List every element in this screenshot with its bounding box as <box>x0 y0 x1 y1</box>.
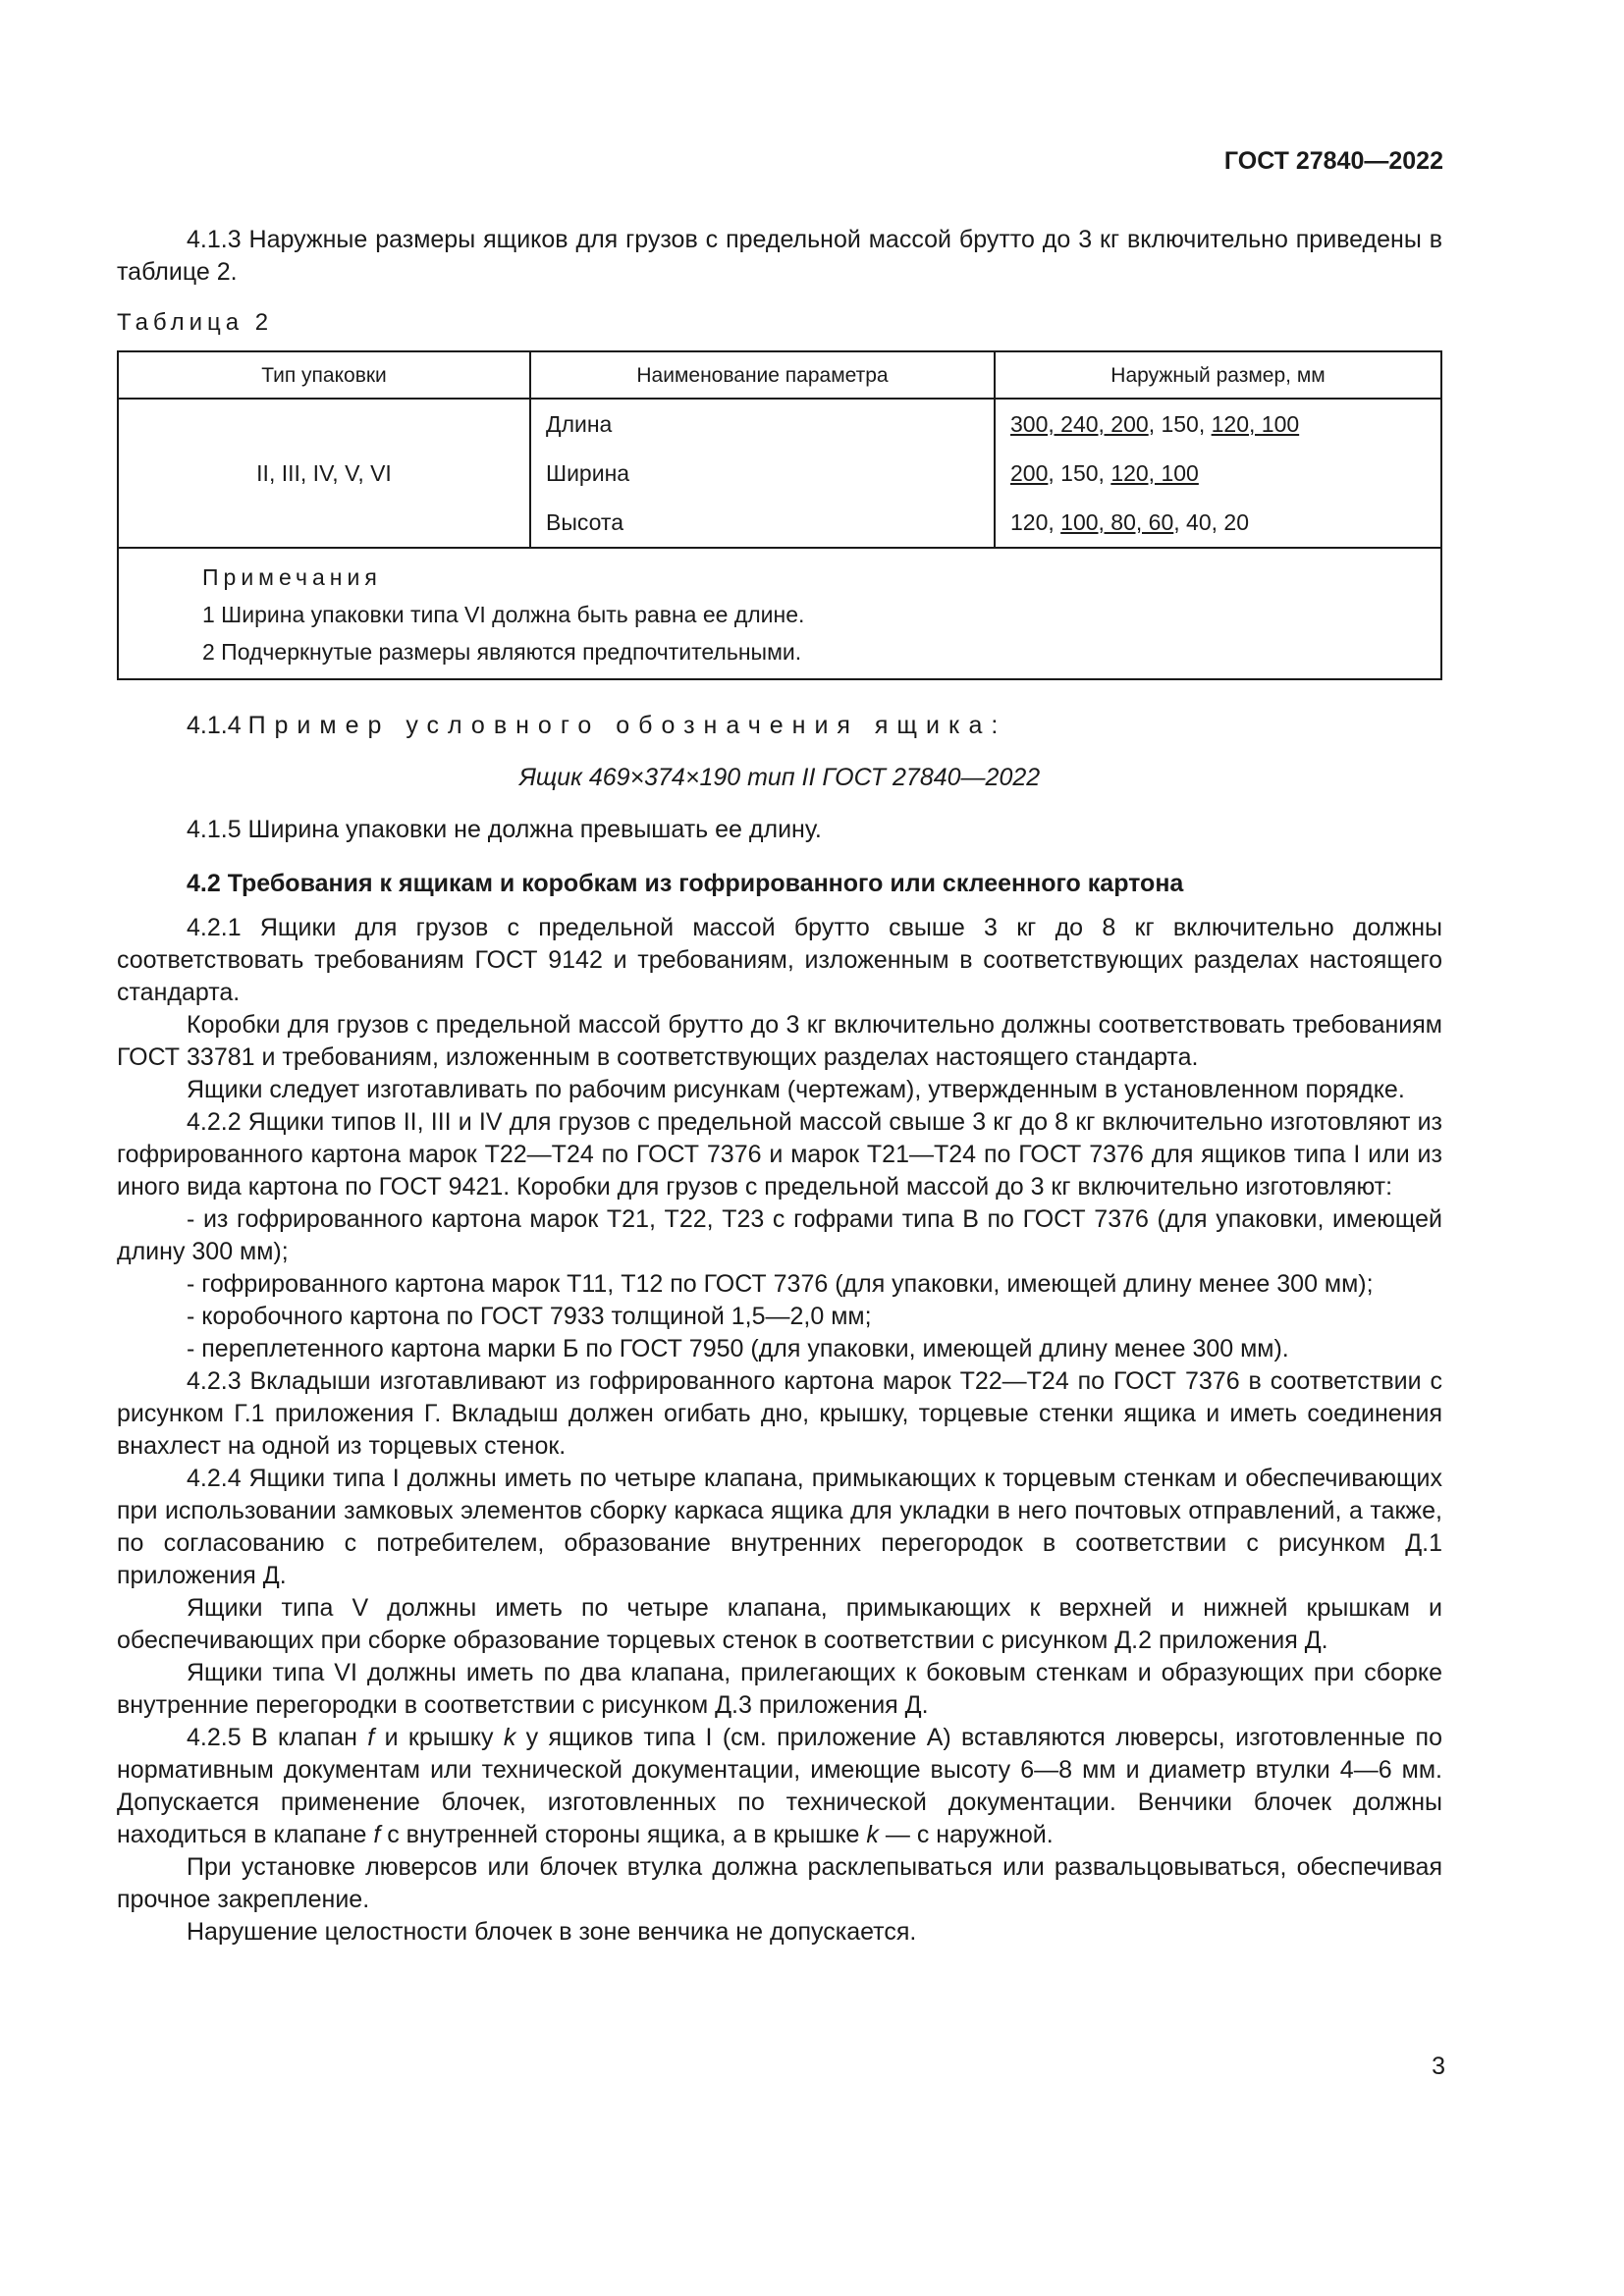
paragraph: Ящики типа V должны иметь по четыре клапана, примыкающих к верхней и нижней крышкам и обеспечивающих при сборке образование торцевых стенок в соответствии с рисунком Д.2 приложения Д. <box>117 1594 1442 1654</box>
size-part: 300, 240, 200 <box>1010 410 1149 437</box>
page-number: 3 <box>1432 2053 1445 2080</box>
table-cell-size <box>995 399 1441 449</box>
text-run: с внутренней стороны ящика, а в крышке <box>380 1821 867 1848</box>
table-notes-row <box>118 548 1441 679</box>
table-cell-type: II, III, IV, V, VI <box>118 399 530 548</box>
table-header-cell: Тип упаковки <box>118 351 530 399</box>
notes-title: Примечания <box>202 564 382 590</box>
paragraph: 4.2.4 Ящики типа I должны иметь по четыре клапана, примыкающих к торцевым стенкам и обеспечивающих при использовании замковых элементов сборку каркаса ящика для укладки в него почтовых отправлений, а также, по согласованию с потребителем, образование внутренних перегородок в соответствии с рисунком Д.1 приложения Д. <box>117 1465 1442 1589</box>
document-code: ГОСТ 27840—2022 <box>1223 147 1443 175</box>
table-2 <box>117 350 1442 680</box>
paragraph: 4.2.1 Ящики для грузов с предельной массой брутто свыше 3 кг до 8 кг включительно должны соответствовать требованиям ГОСТ 9142 и требованиям, изложенным в соответствующих разделах настоящего стандарта. <box>117 914 1442 1006</box>
table-header-row <box>118 351 1441 399</box>
paragraph: При установке люверсов или блочек втулка должна расклепываться или развальцовываться, обеспечивая прочное закрепление. <box>117 1853 1442 1913</box>
text-run: 4.2.5 В клапан <box>187 1724 368 1751</box>
page-content <box>117 224 1442 1949</box>
paragraph-4-1-5: 4.1.5 Ширина упаковки не должна превышать ее длину. <box>187 816 822 843</box>
list-item: - из гофрированного картона марок Т21, Т22, Т23 с гофрами типа В по ГОСТ 7376 (для упаковки, имеющей длину 300 мм); <box>117 1205 1442 1265</box>
size-part: 100, 80, 60 <box>1060 508 1174 535</box>
text-run: — с наружной. <box>878 1821 1054 1848</box>
table-notes <box>118 548 1441 679</box>
paragraph-4-1-4 <box>117 710 1442 742</box>
italic-f: f <box>367 1724 375 1751</box>
table-header-cell: Наименование параметра <box>530 351 995 399</box>
italic-k: k <box>503 1724 516 1751</box>
table-header-cell: Наружный размер, мм <box>995 351 1441 399</box>
clause-label: Пример условного обозначения ящика: <box>247 712 1007 739</box>
table-cell-param: Высота <box>530 498 995 548</box>
paragraph: 4.2.2 Ящики типов II, III и IV для грузов с предельной массой свыше 3 кг до 8 кг включительно изготовляют из гофрированного картона марок Т22—Т24 по ГОСТ 7376 и марок Т21—Т24 по ГОСТ 7376 для ящиков типа I или из иного вида картона по ГОСТ 9421. Коробки для грузов с предельной массой до 3 кг включительно изготовляют: <box>117 1108 1442 1201</box>
size-part: 120, 100 <box>1110 459 1199 486</box>
list-item: - переплетенного картона марки Б по ГОСТ 7950 (для упаковки, имеющей длину менее 300 мм). <box>187 1335 1289 1362</box>
size-part: , 40, 20 <box>1173 508 1249 535</box>
table-cell-param: Ширина <box>530 449 995 498</box>
size-part: , 150, <box>1148 410 1212 437</box>
paragraph: 4.2.3 Вкладыши изготавливают из гофрированного картона марок Т22—Т24 по ГОСТ 7376 в соответствии с рисунком Г.1 приложения Г. Вкладыш должен огибать дно, крышку, торцевые стенки ящика и иметь соединения внахлест на одной из торцевых стенок. <box>117 1367 1442 1460</box>
list-item: - коробочного картона по ГОСТ 7933 толщиной 1,5—2,0 мм; <box>187 1303 872 1330</box>
text-run: и крышку <box>374 1724 504 1751</box>
paragraph: Ящики типа VI должны иметь по два клапана, прилегающих к боковым стенкам и образующих при сборке внутренние перегородки в соответствии с рисунком Д.3 приложения Д. <box>117 1659 1442 1719</box>
table-cell-param: Длина <box>530 399 995 449</box>
clause-number: 4.1.4 <box>187 712 242 739</box>
size-part: 200 <box>1010 459 1049 486</box>
size-part: , 150, <box>1048 459 1111 486</box>
designation-example: Ящик 469×374×190 тип II ГОСТ 27840—2022 <box>518 764 1041 791</box>
paragraph: Ящики следует изготавливать по рабочим рисункам (чертежам), утвержденным в установленном порядке. <box>187 1076 1405 1103</box>
paragraph: Нарушение целостности блочек в зоне венчика не допускается. <box>187 1918 917 1946</box>
note-item: 1 Ширина упаковки типа VI должна быть равна ее длине. <box>202 602 805 627</box>
paragraph-4-1-3: 4.1.3 Наружные размеры ящиков для грузов с предельной массой брутто до 3 кг включительно приведены в таблице 2. <box>117 226 1442 286</box>
note-item: 2 Подчеркнутые размеры являются предпочтительными. <box>202 639 802 665</box>
table-row <box>118 399 1441 449</box>
section-heading-4-2: 4.2 Требования к ящикам и коробкам из гофрированного или склеенного картона <box>187 870 1184 897</box>
paragraph: Коробки для грузов с предельной массой брутто до 3 кг включительно должны соответствовать требованиям ГОСТ 33781 и требованиям, изложенным в соответствующих разделах настоящего стандарта. <box>117 1011 1442 1071</box>
table-caption: Таблица 2 <box>117 309 274 336</box>
table-cell-size <box>995 449 1441 498</box>
size-part: 120, <box>1010 508 1061 535</box>
size-part: 120, 100 <box>1211 410 1300 437</box>
table-cell-size <box>995 498 1441 548</box>
text-run: у ящиков типа I (см. приложение А) вставляются люверсы, изготовленные по нормативным документам или технической документации, имеющие высоту 6—8 мм и диаметр втулки 4—6 мм. Допускается применение блочек, изготовленных по технической документации. Венчики блочек должны находиться в клапане <box>117 1724 1442 1848</box>
italic-k: k <box>866 1821 879 1848</box>
paragraph-4-2-5 <box>117 1722 1442 1851</box>
list-item: - гофрированного картона марок Т11, Т12 по ГОСТ 7376 (для упаковки, имеющей длину менее 300 мм); <box>187 1270 1374 1298</box>
italic-f: f <box>373 1821 381 1848</box>
